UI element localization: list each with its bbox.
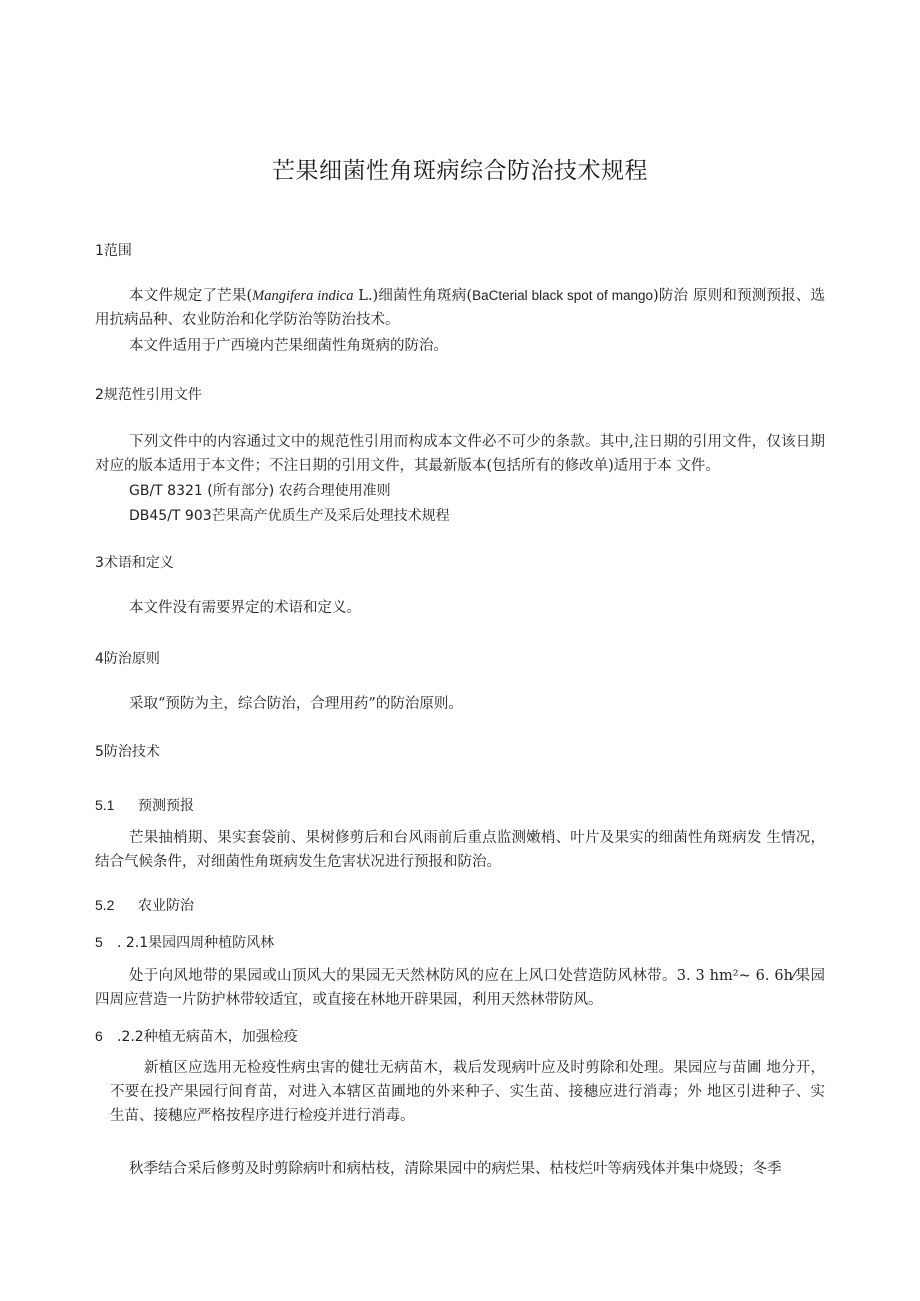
- subsection-5-2-2-heading: [95, 1026, 298, 1046]
- section-1-paragraph-1: [95, 284, 825, 332]
- section-1-heading: 1范围: [95, 243, 132, 259]
- subsection-title: . 2.1果园四周种植防风林: [117, 935, 275, 951]
- text-segment: 本文件规定了芒果(: [129, 288, 253, 304]
- subsection-5-2-1-paragraph: 处于向风地带的果园或山顶风大的果园无天然林防风的应在上风口处营造防风林带。3. 3 hm²~ 6. 6h⁄果园四周应营造一片防护林带较适宜，或直接在林地开辟果园，利用天然林带防风。: [95, 968, 825, 1008]
- text-segment: )防治 原则和预测预报、选用抗病品种、农业防治和化学防治等防治技术。: [95, 288, 826, 328]
- subsection-title: .2.2种植无病苗木，加强检疫: [117, 1029, 298, 1045]
- subsection-5-1-paragraph: 芒果抽梢期、果实套袋前、果树修剪后和台风雨前后重点监测嫩梢、叶片及果实的细菌性角斑病发 生情况，结合气候条件，对细菌性角斑病发生危害状况进行预报和防治。: [95, 830, 825, 870]
- section-1-paragraph-2: 本文件适用于广西境内芒果细菌性角斑病的防治。: [129, 338, 448, 354]
- subsection-5-2-1-heading: [95, 932, 274, 952]
- subsection-number: 6: [95, 1028, 103, 1044]
- subsection-5-2-heading: [95, 895, 194, 915]
- document-title: 芒果细菌性角斑病综合防治技术规程: [272, 158, 648, 184]
- subsection-5-2-2-paragraph: 新植区应选用无检疫性病虫害的健壮无病苗木，栽后发现病叶应及时剪除和处理。果园应与苗圃 地分开，不要在投产果园行间育苗，对进入本辖区苗圃地的外来种子、实生苗、接穗应进行消毒；外 地区引进种子、实生苗、接穗应严格按程序进行检疫并进行消毒。: [110, 1060, 825, 1124]
- section-2-heading: 2规范性引用文件: [95, 387, 202, 403]
- section-2-paragraph-1: 下列文件中的内容通过文中的规范性引用而构成本文件必不可少的条款。其中,注日期的引用文件，仅该日期对应的版本适用于本文件；不注日期的引用文件，其最新版本(包括所有的修改单)适用于本 文件。: [95, 434, 825, 474]
- subsection-title: 预测预报: [138, 798, 194, 814]
- section-5-heading: 5防治技术: [95, 744, 160, 760]
- section-3-paragraph-1: 本文件没有需要界定的术语和定义。: [129, 600, 361, 616]
- section-4-heading: 4防治原则: [95, 651, 160, 667]
- subsection-5-1-heading: [95, 795, 194, 815]
- subsection-number: 5: [95, 934, 103, 950]
- text-segment: L.)细菌性角斑病(: [353, 288, 473, 304]
- english-name: BaCterial black spot of mango: [472, 288, 653, 303]
- latin-name: Mangifera indica: [252, 288, 354, 304]
- reference-1: GB/T 8321 (所有部分) 农药合理使用准则: [129, 483, 391, 499]
- reference-2: DB45/T 903芒果高产优质生产及采后处理技术规程: [129, 508, 450, 524]
- subsection-number: 5.1: [95, 797, 115, 813]
- section-4-paragraph-1: 采取“预防为主，综合防治，合理用药”的防治原则。: [129, 696, 463, 712]
- section-3-heading: 3术语和定义: [95, 555, 174, 571]
- subsection-number: 5.2: [95, 897, 115, 913]
- subsection-5-2-3-paragraph: 秋季结合采后修剪及时剪除病叶和病枯枝，清除果园中的病烂果、枯枝烂叶等病残体并集中烧毁；冬季: [129, 1161, 782, 1177]
- subsection-title: 农业防治: [138, 898, 194, 914]
